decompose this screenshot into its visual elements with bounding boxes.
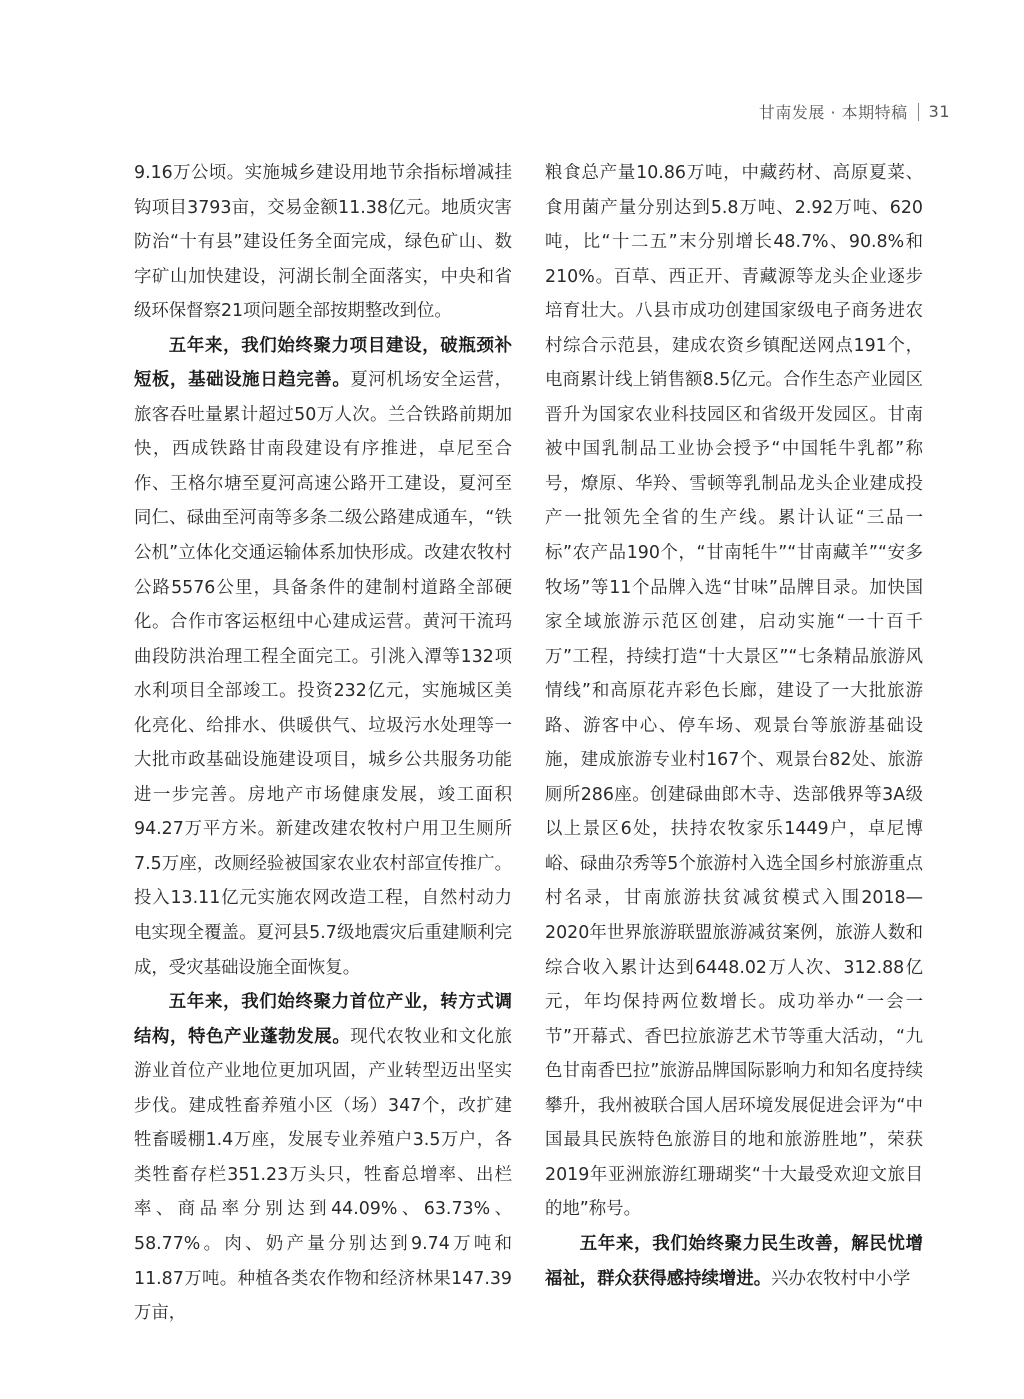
running-header xyxy=(759,100,950,123)
right-column xyxy=(545,156,923,1296)
left-column xyxy=(134,156,512,1331)
paragraph: 9.16万公顷。实施城乡建设用地节余指标增减挂钩项目3793亩，交易金额11.38亿元。地质灾害防治“十有县”建设任务全面完成，绿色矿山、数字矿山加快建设，河湖长制全面落实，中央和省级环保督察21项问题全部按期整改到位。 xyxy=(134,163,512,322)
page-number: 31 xyxy=(928,102,950,121)
section-title: 甘南发展 · 本期特稿 xyxy=(758,103,908,122)
paragraph-body: 夏河机场安全运营，旅客吞吐量累计超过50万人次。兰合铁路前期加快，西成铁路甘南段建设有序推进，卓尼至合作、王格尔塘至夏河高速公路开工建设，夏河至同仁、碌曲至河南等多条二级公路建成通车，“铁公机”立体化交通运输体系加快形成。改建农牧村公路5576公里，具备条件的建制村道路全部硬化。合作市客运枢纽中心建成运营。黄河干流玛曲段防洪治理工程全面完工。引洮入潭等132项水利项目全部竣工。投资232亿元，实施城区美化亮化、给排水、供暖供气、垃圾污水处理等一大批市政基础设施建设项目，城乡公共服务功能进一步完善。房地产市场健康发展，竣工面积94.27万平方米。新建改建农牧村户用卫生厕所7.5万座，改厕经验被国家农业农村部宣传推广。投入13.11亿元实施农网改造工程，自然村动力电实现全覆盖。夏河县5.7级地震灾后重建顺利完成，受灾基础设施全面恢复。 xyxy=(134,370,512,978)
paragraph-lead: 五年来，我们始终聚力项目建设，破瓶颈补短板，基础设施日趋完善。 xyxy=(134,335,512,391)
paragraph: 粮食总产量10.86万吨，中藏药材、高原夏菜、食用菌产量分别达到5.8万吨、2.92万吨、620吨，比“十二五”末分别增长48.7%、90.8%和210%。百草、西正开、青藏源等龙头企业逐步培育壮大。八县市成功创建国家级电子商务进农村综合示范县，建成农资乡镇配送网点191个，电商累计线上销售额8.5亿元。合作生态产业园区晋升为国家农业科技园区和省级开发园区。甘南被中国乳制品工业协会授予“中国牦牛乳都”称号，燎原、华羚、雪顿等乳制品龙头企业建成投产一批领先全省的生产线。累计认证“三品一标”农产品190个，“甘南牦牛”“甘南藏羊”“安多牧场”等11个品牌入选“甘味”品牌目录。加快国家全域旅游示范区创建，启动实施“一十百千万”工程，持续打造“十大景区”“七条精品旅游风情线”和高原花卉彩色长廊，建设了一大批旅游路、游客中心、停车场、观景台等旅游基础设施，建成旅游专业村167个、观景台82处、旅游厕所286座。创建碌曲郎木寺、迭部俄界等3A级以上景区6处，扶持农牧家乐1449户，卓尼博峪、碌曲尕秀等5个旅游村入选全国乡村旅游重点村名录，甘南旅游扶贫减贫模式入围2018—2020年世界旅游联盟旅游减贫案例，旅游人数和综合收入累计达到6448.02万人次、312.88亿元，年均保持两位数增长。成功举办“一会一节”开幕式、香巴拉旅游艺术节等重大活动，“九色甘南香巴拉”旅游品牌国际影响力和知名度持续攀升，我州被联合国人居环境发展促进会评为“中国最具民族特色旅游目的地和旅游胜地”，荣获2019年亚洲旅游红珊瑚奖“十大最受欢迎文旅目的地”称号。 xyxy=(545,163,923,1220)
paragraph-lead: 五年来，我们始终聚力民生改善，解民忧增福祉，群众获得感持续增进。 xyxy=(545,1233,923,1289)
paragraph-body: 兴办农牧村中小学 xyxy=(771,1268,911,1289)
paragraph-lead: 五年来，我们始终聚力首位产业，转方式调结构，特色产业蓬勃发展。 xyxy=(134,992,512,1047)
paragraph xyxy=(545,1227,923,1296)
paragraph xyxy=(134,985,512,1330)
paragraph xyxy=(134,329,512,985)
header-divider xyxy=(918,103,919,121)
paragraph-body: 现代农牧业和文化旅游业首位产业地位更加巩固，产业转型迈出坚实步伐。建成牲畜养殖小区（场）347个，改扩建牲畜暖棚1.4万座，发展专业养殖户3.5万户，各类牲畜存栏351.23万头只，牲畜总增率、出栏率、商品率分别达到44.09%、63.73%、58.77%。肉、奶产量分别达到9.74万吨和11.87万吨。种植各类农作物和经济林果147.39万亩， xyxy=(134,1026,512,1324)
